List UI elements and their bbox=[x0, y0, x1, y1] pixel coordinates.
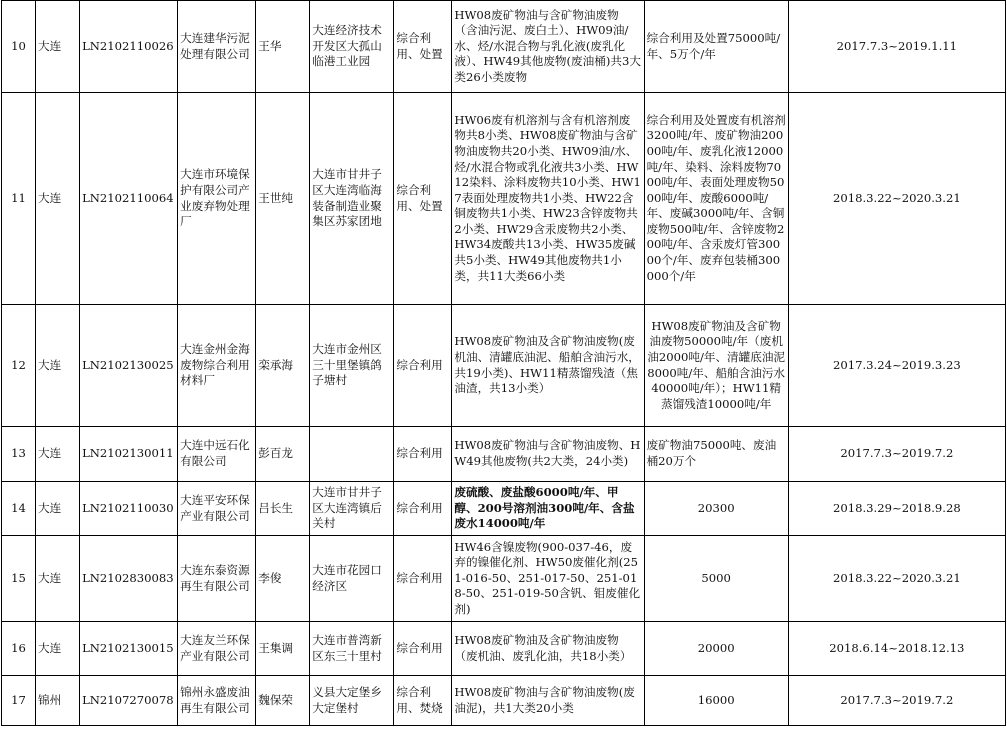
waste-types-cell: HW08废矿物油与含矿物油废物(废油泥)，共1大类20小类 bbox=[452, 676, 644, 726]
license-number-cell: LN2102830083 bbox=[80, 536, 178, 622]
legal-rep-cell: 栾承海 bbox=[256, 305, 310, 427]
validity-cell: 2018.3.22~2020.3.21 bbox=[788, 536, 1005, 622]
method-cell: 综合利用、处置 bbox=[394, 1, 452, 93]
company-name-cell: 锦州永盛废油再生有限公司 bbox=[178, 676, 256, 726]
city-cell: 大连 bbox=[36, 536, 80, 622]
validity-cell: 2017.7.3~2019.1.11 bbox=[788, 1, 1005, 93]
address-cell: 大连经济技术开发区大孤山临港工业园 bbox=[310, 1, 394, 93]
waste-types-cell: HW08废矿物油与含矿物油废物（含油污泥、废白土）、HW09油/水、烃/水混合物与乳化液(废乳化液）、HW49其他废物(废油桶)共3大类26小类废物 bbox=[452, 1, 644, 93]
license-number-cell: LN2102130015 bbox=[80, 622, 178, 676]
city-cell: 大连 bbox=[36, 482, 80, 536]
scale-cell: 16000 bbox=[644, 676, 788, 726]
legal-rep-cell: 魏保荣 bbox=[256, 676, 310, 726]
scale-cell: 综合利用及处置废有机溶剂3200吨/年、废矿物油20000吨/年、废乳化液12000吨/年、染料、涂料废物7000吨/年、表面处理废物5000吨/年、废酸6000吨/年、废碱3000吨/年、含铜废物500吨/年、含锌废物200吨/年、含汞废灯管30000个/年、废弃包装桶300000个/年 bbox=[644, 93, 788, 305]
legal-rep-cell: 王集调 bbox=[256, 622, 310, 676]
address-cell: 大连市甘井子区大连湾镇后关村 bbox=[310, 482, 394, 536]
scale-cell: 5000 bbox=[644, 536, 788, 622]
method-cell: 综合利用 bbox=[394, 622, 452, 676]
waste-types-cell: HW06废有机溶剂与含有机溶剂废物共8小类、HW08废矿物油与含矿物油废物共20小类、HW09油/水、烃/水混合物或乳化液共3小类、HW12染料、涂料废物共10小类、HW17表面处理废物共1小类、HW22含铜废物共1小类、HW23含锌废物共2小类、HW29含汞废物共2小类、HW34废酸共13小类、HW35废碱共5小类、HW49其他废物共1小类，共11大类66小类 bbox=[452, 93, 644, 305]
row-number: 11 bbox=[2, 93, 36, 305]
license-number-cell: LN2107270078 bbox=[80, 676, 178, 726]
address-cell: 大连市普湾新区东三十里村 bbox=[310, 622, 394, 676]
scale-cell: 20000 bbox=[644, 622, 788, 676]
waste-types-cell: 废硫酸、废盐酸6000吨/年、甲醇、200号溶剂油300吨/年、含盐废水14000吨/年 bbox=[452, 482, 644, 536]
table-row bbox=[2, 622, 1006, 676]
company-name-cell: 大连东泰资源再生有限公司 bbox=[178, 536, 256, 622]
table-row bbox=[2, 536, 1006, 622]
company-name-cell: 大连市环境保护有限公司产业废弃物处理厂 bbox=[178, 93, 256, 305]
address-cell bbox=[310, 427, 394, 482]
validity-cell: 2017.3.24~2019.3.23 bbox=[788, 305, 1005, 427]
hazardous-waste-license-table bbox=[1, 0, 1006, 726]
address-cell: 大连市甘井子区大连湾临海装备制造业聚集区苏家团地 bbox=[310, 93, 394, 305]
row-number: 15 bbox=[2, 536, 36, 622]
validity-cell: 2018.3.29~2018.9.28 bbox=[788, 482, 1005, 536]
license-number-cell: LN2102110026 bbox=[80, 1, 178, 93]
validity-cell: 2017.7.3~2019.7.2 bbox=[788, 427, 1005, 482]
validity-cell: 2018.3.22~2020.3.21 bbox=[788, 93, 1005, 305]
row-number: 17 bbox=[2, 676, 36, 726]
license-number-cell: LN2102110064 bbox=[80, 93, 178, 305]
waste-types-cell: HW08废矿物油及含矿物油废物(废机油、清罐底油泥、船舶含油污水，共19小类)、HW11精蒸馏残渣（焦油渣，共13小类） bbox=[452, 305, 644, 427]
row-number: 16 bbox=[2, 622, 36, 676]
waste-types-cell: HW46含镍废物(900-037-46，废弃的镍催化剂、HW50废催化剂(251-016-50、251-017-50、251-018-50、251-019-50含钒、钼废催化剂) bbox=[452, 536, 644, 622]
city-cell: 大连 bbox=[36, 427, 80, 482]
method-cell: 综合利用 bbox=[394, 427, 452, 482]
table-row bbox=[2, 305, 1006, 427]
table-row bbox=[2, 427, 1006, 482]
row-number: 13 bbox=[2, 427, 36, 482]
legal-rep-cell: 吕长生 bbox=[256, 482, 310, 536]
method-cell: 综合利用、焚烧 bbox=[394, 676, 452, 726]
address-cell: 大连市花园口经济区 bbox=[310, 536, 394, 622]
license-number-cell: LN2102130011 bbox=[80, 427, 178, 482]
row-number: 12 bbox=[2, 305, 36, 427]
method-cell: 综合利用 bbox=[394, 536, 452, 622]
row-number: 14 bbox=[2, 482, 36, 536]
table-row bbox=[2, 482, 1006, 536]
city-cell: 大连 bbox=[36, 622, 80, 676]
company-name-cell: 大连中远石化有限公司 bbox=[178, 427, 256, 482]
license-number-cell: LN2102110030 bbox=[80, 482, 178, 536]
city-cell: 大连 bbox=[36, 305, 80, 427]
scale-cell: HW08废矿物油及含矿物油废物50000吨/年（废机油2000吨/年、清罐底油泥8000吨/年、船舶含油污水40000吨/年）；HW11精蒸馏残渣10000吨/年 bbox=[644, 305, 788, 427]
scale-cell: 20300 bbox=[644, 482, 788, 536]
table-row bbox=[2, 93, 1006, 305]
address-cell: 义县大定堡乡大定堡村 bbox=[310, 676, 394, 726]
validity-cell: 2017.7.3~2019.7.2 bbox=[788, 676, 1005, 726]
company-name-cell: 大连建华污泥处理有限公司 bbox=[178, 1, 256, 93]
scale-cell: 废矿物油75000吨、废油桶20万个 bbox=[644, 427, 788, 482]
legal-rep-cell: 李俊 bbox=[256, 536, 310, 622]
legal-rep-cell: 王华 bbox=[256, 1, 310, 93]
method-cell: 综合利用 bbox=[394, 482, 452, 536]
company-name-cell: 大连金州金海废物综合利用材料厂 bbox=[178, 305, 256, 427]
city-cell: 大连 bbox=[36, 1, 80, 93]
waste-types-cell: HW08废矿物油及含矿物油废物（废机油、废乳化油，共18小类） bbox=[452, 622, 644, 676]
legal-rep-cell: 彭百龙 bbox=[256, 427, 310, 482]
company-name-cell: 大连平安环保产业有限公司 bbox=[178, 482, 256, 536]
address-cell: 大连市金州区三十里堡镇鸽子塘村 bbox=[310, 305, 394, 427]
waste-types-cell: HW08废矿物油与含矿物油废物、HW49其他废物(共2大类，24小类) bbox=[452, 427, 644, 482]
method-cell: 综合利用、处置 bbox=[394, 93, 452, 305]
city-cell: 锦州 bbox=[36, 676, 80, 726]
table-row bbox=[2, 1, 1006, 93]
validity-cell: 2018.6.14~2018.12.13 bbox=[788, 622, 1005, 676]
scale-cell: 综合利用及处置75000吨/年、5万个/年 bbox=[644, 1, 788, 93]
city-cell: 大连 bbox=[36, 93, 80, 305]
legal-rep-cell: 王世纯 bbox=[256, 93, 310, 305]
row-number: 10 bbox=[2, 1, 36, 93]
company-name-cell: 大连友兰环保产业有限公司 bbox=[178, 622, 256, 676]
license-number-cell: LN2102130025 bbox=[80, 305, 178, 427]
table-row bbox=[2, 676, 1006, 726]
method-cell: 综合利用 bbox=[394, 305, 452, 427]
